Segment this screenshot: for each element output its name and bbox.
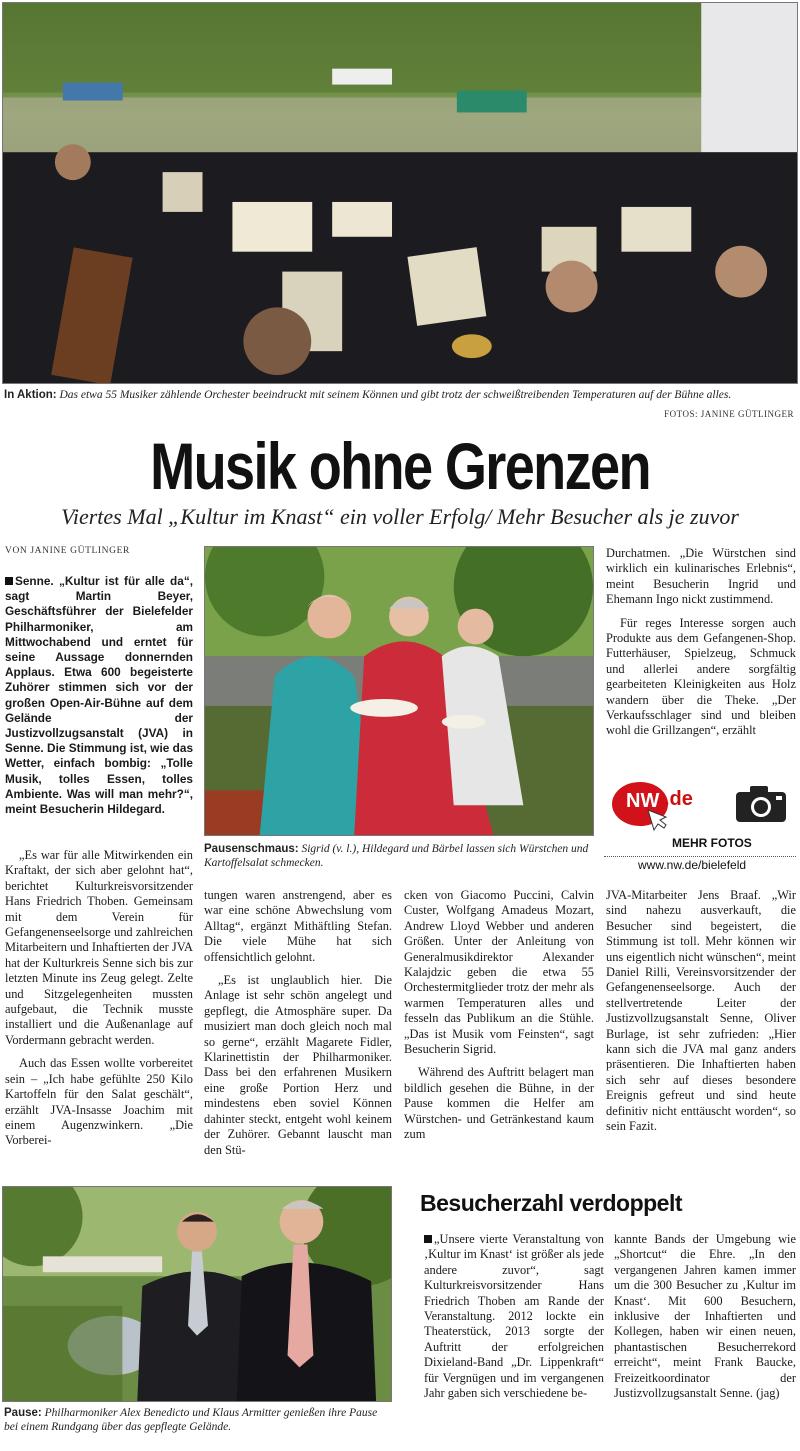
caption-text: Das etwa 55 Musiker zählende Orchester beeindruckt mit seinem Können und gibt trotz der schweißtreibenden Temperaturen auf der Bühne alles.	[59, 389, 732, 401]
article-column-4	[606, 546, 796, 739]
paragraph: cken von Giacomo Puccini, Calvin Custer, Wolfgang Amadeus Mozart, Andrew Lloyd Webber und anderen Größen. Unter der Anleitung von Generalmusikdirektor Alexander Kalajdzic geben die etwa 55 Orchestermitglieder trotz der mehr als warmen Temperaturen alles und fesseln das Publikum an die Stühle. „Das ist Musik vom Feinsten“, sagt Besucherin Sigrid.	[404, 888, 594, 1057]
headline: Musik ohne Grenzen	[150, 429, 650, 503]
paragraph: JVA-Mitarbeiter Jens Braaf. „Wir sind nahezu ausverkauft, die Besucher sind begeistert, die Stimmung ist toll. Mehr können wir uns eigentlich nicht wünschen“, meint Daniel Rilli, Vereinsvorsitzender der Gefangenenseelsorge. Auch der stellvertretende Leiter der Justizvollzugsanstalt Senne, Oliver Burlage, ist sehr zufrieden: „Hier kann sich die JVA mal ganz anders präsentieren. Die Inhaftierten haben sich sehr auf dieses besondere Ereignis gefreut und sind heute definitiv nicht enttäuscht worden“, so sein Fazit.	[606, 888, 796, 1134]
paragraph: tungen waren anstrengend, aber es war eine schöne Abwechslung vom Alltag“, ergänzt Mithäftling Stefan. Die viele Mühe hat sich offensichtlich gelohnt.	[204, 888, 392, 964]
paragraph: Auch das Essen wollte vorbereitet sein – „Ich habe gefühlte 250 Kilo Kartoffeln für den Salat geschält“, erzählt JVA-Insasse Joachim mit einem Augenzwinkern. „Die Vorberei-	[5, 1056, 193, 1148]
caption-label: Pause:	[4, 1407, 42, 1419]
mid-photo-caption	[204, 842, 596, 870]
paragraph: „Es ist unglaublich hier. Die Anlage ist sehr schön angelegt und gepflegt, die Atmosphäre super. Da musiziert man doch gleich noch mal so gerne“, erzählt Magarete Fidler, Klarinettistin der Philharmoniker. Dass bei den erfahrenen Musikern eine große Portion Herz und mindestens eben soviel Können dahinter steckt, entgeht wohl keinem der Zuhörer. Gebannt lauscht man den Stü-	[204, 973, 392, 1157]
camera-icon	[734, 784, 788, 824]
caption-text: Philharmoniker Alex Benedicto und Klaus Armitter genießen ihre Pause bei einem Rundgang über das gepflegte Gelände.	[4, 1407, 378, 1433]
section2-column-a	[424, 1232, 604, 1401]
bottom-photo-caption	[4, 1406, 394, 1434]
paragraph: Für reges Interesse sorgen auch Produkte aus dem Gefangenen-Shop. Futterhäuser, Spielzeug, Schmuck und allerlei andere sorgfältig gearbeiteten Kleinigkeiten aus Holz wandern über die Theke. „Der Verkaufsschlager sind und bleiben wohl die Grillzangen“, erzählt	[606, 615, 796, 738]
nw-logo-domain: .de	[664, 788, 693, 810]
article-column-1-lower	[5, 848, 193, 1149]
lead-text: Senne. „Kultur ist für alle da“, sagt Martin Beyer, Geschäftsführer der Bielefelder Philharmoniker, am Mittwochabend und erntet für seine Aussage donnernden Applaus. Etwa 600 begeisterte Zuhörer stimmen sich vor der großen Open-Air-Bühne auf dem Gelände der Justizvollzugsanstalt (JVA) in Senne. Die Stimmung ist, wie das Wetter, einfach bombig: „Tolle Musik, tolles Essen, tolles Ambiente. Was will man mehr?“, meint Besucherin Hildegard.	[5, 574, 193, 817]
byline: VON JANINE GÜTLINGER	[5, 546, 130, 556]
musicians-photo	[2, 1186, 392, 1402]
caption-label: In Aktion:	[4, 389, 57, 401]
article-column-1	[5, 574, 193, 817]
section-heading: Besucherzahl verdoppelt	[420, 1190, 683, 1216]
caption-label: Pausenschmaus:	[204, 843, 299, 855]
paragraph-text: „Unsere vierte Veranstaltung von ‚Kultur im Knast‘ ist größer als jede andere zuvor“, sagt Kulturkreisvorsitzender Hans Friedrich Thoben am Rande der Veranstaltung. 2012 lockte ein Theaterstück, 2013 sorgte der Auftritt der erfolgreichen Dixieland-Band „Dr. Lippenkraft“ für Vergnügen und im vergangenen Jahr gaben sich verschiedene be-	[424, 1232, 604, 1401]
lead-paragraph	[5, 574, 193, 817]
section2-column-b	[614, 1232, 796, 1401]
subheadline: Viertes Mal „Kultur im Knast“ ein voller Erfolg/ Mehr Besucher als je zuvor	[61, 504, 739, 529]
paragraph: „Es war für alle Mitwirkenden ein Kraftakt, der sich aber gelohnt hat“, berichtet Kulturkreisvorsitzender Hans Friedrich Thoben. Gemeinsam mit dem Verein für Gefangenenseelsorge und zahlreichen Mitarbeitern und Inhaftierten der JVA hat der Kulturkreis Senne sich bis zur letzten Minute ins Zeug gelegt. Zelte und Sitzgelegenheiten mussten aufgebaut, die Technik musste installiert und die Außenanlage auf Vordermann gebracht werden.	[5, 848, 193, 1047]
article-column-4-lower	[606, 888, 796, 1135]
article-column-2	[204, 888, 392, 1158]
visitors-photo	[204, 546, 594, 836]
article-column-3	[404, 888, 594, 1143]
nw-more-photos-box[interactable]	[604, 778, 796, 878]
square-bullet-icon	[424, 1235, 432, 1243]
paragraph	[424, 1232, 604, 1401]
nw-url-link[interactable]: www.nw.de/bielefeld	[638, 858, 747, 872]
top-photo-caption	[4, 388, 796, 402]
paragraph: kannte Bands der Umgebung wie „Shortcut“ die Ehre. „In den vergangenen Jahren kamen immer um die 300 Besucher zu ‚Kultur im Knast‘. Mit 600 Besuchern, inklusive der Inhaftierten und Kollegen, haben wir einen neuen, phantastischen Besucherrekord erreicht“, meint Frank Baucke, Freizeitkoordinator der Justizvollzugsanstalt Senne. (jag)	[614, 1232, 796, 1401]
paragraph: Während des Auftritt belagert man bildlich gesehen die Bühne, in der Pause kommen die Helfer am Würstchen- und Getränkestand kaum zum	[404, 1065, 594, 1142]
caption-text: Sigrid (v. l.), Hildegard und Bärbel lassen sich Würstchen und Kartoffelsalat schmecken.	[204, 843, 589, 869]
photo-credit: FOTOS: JANINE GÜTLINGER	[664, 409, 794, 419]
divider	[604, 856, 796, 857]
paragraph: Durchatmen. „Die Würstchen sind wirklich ein kulinarisches Erlebnis“, meint Besucherin Ingrid und Ehemann Ingo nickt zustimmend.	[606, 546, 796, 607]
square-bullet-icon	[5, 577, 13, 585]
more-photos-label: MEHR FOTOS	[672, 836, 752, 850]
orchestra-photo	[2, 2, 798, 384]
nw-logo-text: NW	[626, 790, 660, 812]
